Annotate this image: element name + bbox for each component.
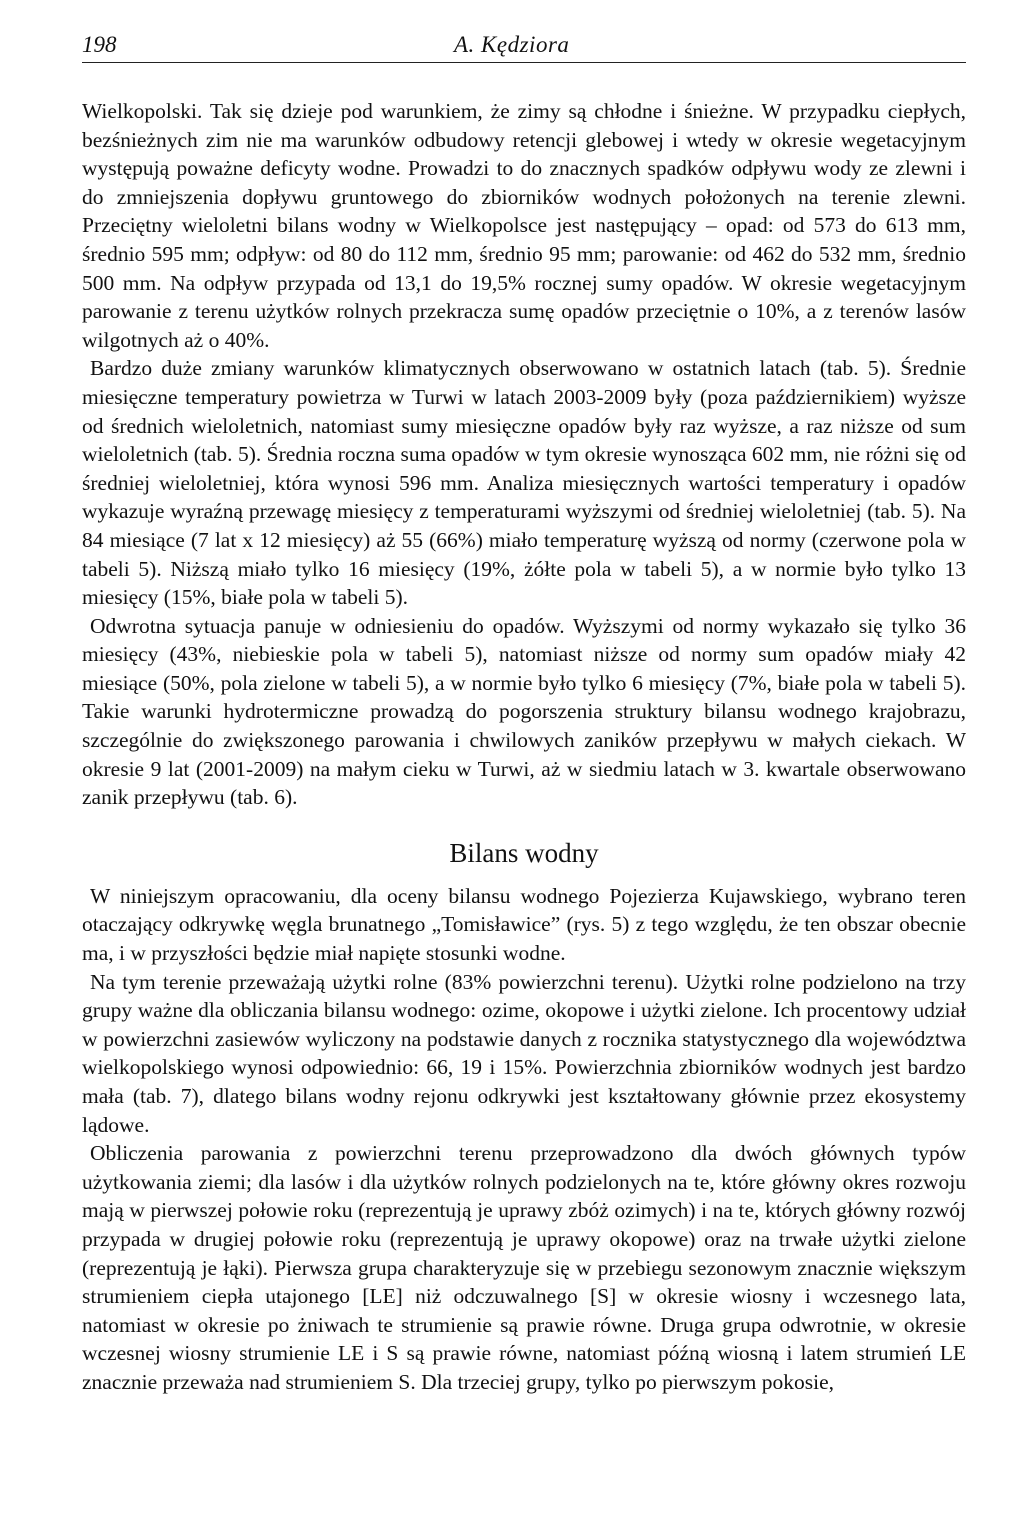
running-author: A. Kędziora [454,32,570,57]
paragraph: Na tym terenie przeważają użytki rolne (83% powierzchni terenu). Użytki rolne podzielono na trzy grupy ważne dla obliczania bilansu wodnego: ozime, okopowe i użytki zielone. Ich procentowy udział w powierzchni zasiewów wyliczony na podstawie danych z rocznika statystycznego dla województwa wielkopolskiego wynosi odpowiednio: 66, 19 i 15%. Powierzchnia zbiorników wodnych jest bardzo mała (tab. 7), dlatego bilans wodny rejonu odkrywki jest kształtowany głównie przez ekosystemy lądowe. [82,969,966,1137]
body-text [82,97,966,812]
paragraph: Odwrotna sytuacja panuje w odniesieniu do opadów. Wyższymi od normy wykazało się tylko 36 miesięcy (43%, niebieskie pola w tabeli 5), natomiast niższe od normy sum opadów miały 42 miesiące (50%, pola zielone w tabeli 5), a w normie było tylko 6 miesięcy (7%, białe pola w tabeli 5). Takie warunki hydrotermiczne prowadzą do pogorszenia struktury bilansu wodnego krajobrazu, szczególnie do zwiększonego parowania i chwilowych zaników przepływu w małych ciekach. W okresie 9 lat (2001-2009) na małym cieku w Turwi, aż w siedmiu latach w 3. kwartale obserwowano zanik przepływu (tab. 6). [82,613,966,810]
journal-page [82,28,966,1397]
paragraph: Wielkopolski. Tak się dzieje pod warunkiem, że zimy są chłodne i śnieżne. W przypadku ciepłych, bezśnieżnych zim nie ma warunków odbudowy retencji glebowej i wtedy w okresie wegetacyjnym występują poważne deficyty wodne. Prowadzi to do znacznych spadków odpływu wody ze zlewni i do zmniejszenia dopływu gruntowego do zbiorników wodnych położonych na terenie zlewni. Przeciętny wieloletni bilans wodny w Wielkopolsce jest następujący – opad: od 573 do 613 mm, średnio 595 mm; odpływ: od 80 do 112 mm, średnio 95 mm; parowanie: od 462 do 532 mm, średnio 500 mm. Na odpływ przypada od 13,1 do 19,5% rocznej sumy opadów. W okresie wegetacyjnym parowanie z terenu użytków rolnych przekracza sumę opadów przeciętnie o 10%, a z terenów lasów wilgotnych aż o 40%. [82,99,966,352]
section-body [82,882,966,1397]
paragraph: Bardzo duże zmiany warunków klimatycznych obserwowano w ostatnich latach (tab. 5). Średnie miesięczne temperatury powietrza w Turwi w latach 2003-2009 były (poza październikiem) wyższe od średnich wieloletnich, natomiast sumy miesięczne opadów były raz wyższe, a raz niższe od sum wieloletnich (tab. 5). Średnia roczna suma opadów w tym okresie wynosząca 602 mm, nie różni się od średniej wieloletniej, która wynosi 596 mm. Analiza miesięcznych wartości temperatury i opadów wykazuje wyraźną przewagę miesięcy z temperaturami wyższymi od średniej wieloletniej (tab. 5). Na 84 miesiące (7 lat x 12 miesięcy) aż 55 (66%) miało temperaturę wyższą od normy (czerwone pola w tabeli 5). Niższą miało tylko 16 miesięcy (19%, żółte pola w tabeli 5), a w normie było tylko 13 miesięcy (15%, białe pola w tabeli 5). [82,356,966,610]
section-heading: Bilans wodny [449,837,599,868]
running-header [82,28,966,63]
paragraph: W niniejszym opracowaniu, dla oceny bilansu wodnego Pojezierza Kujawskiego, wybrano teren otaczający odkrywkę węgla brunatnego „Tomisławice” (rys. 5) z tego względu, że ten obszar obecnie ma, i w przyszłości będzie miał napięte stosunki wodne. [82,883,966,966]
page-number: 198 [82,32,117,57]
paragraph: Obliczenia parowania z powierzchni terenu przeprowadzono dla dwóch głównych typów użytkowania ziemi; dla lasów i dla użytków rolnych podzielonych na te, które główny okres rozwoju mają w pierwszej połowie roku (reprezentują je uprawy zbóż ozimych) i na te, których główny rozwój przypada w drugiej połowie roku (reprezentują je uprawy okopowe) oraz na trwałe użytki zielone (reprezentują je łąki). Pierwsza grupa charakteryzuje się w przebiegu sezonowym znacznie większym strumieniem ciepła utajonego [LE] niż odczuwalnego [S] w okresie wiosny i wczesnego lata, natomiast w okresie po żniwach te strumienie są prawie równe. Druga grupa odwrotnie, w okresie wczesnej wiosny strumienie LE i S są prawie równe, natomiast późną wiosną i latem strumień LE znacznie przeważa nad strumieniem S. Dla trzeciej grupy, tylko po pierwszym pokosie, [82,1141,966,1394]
